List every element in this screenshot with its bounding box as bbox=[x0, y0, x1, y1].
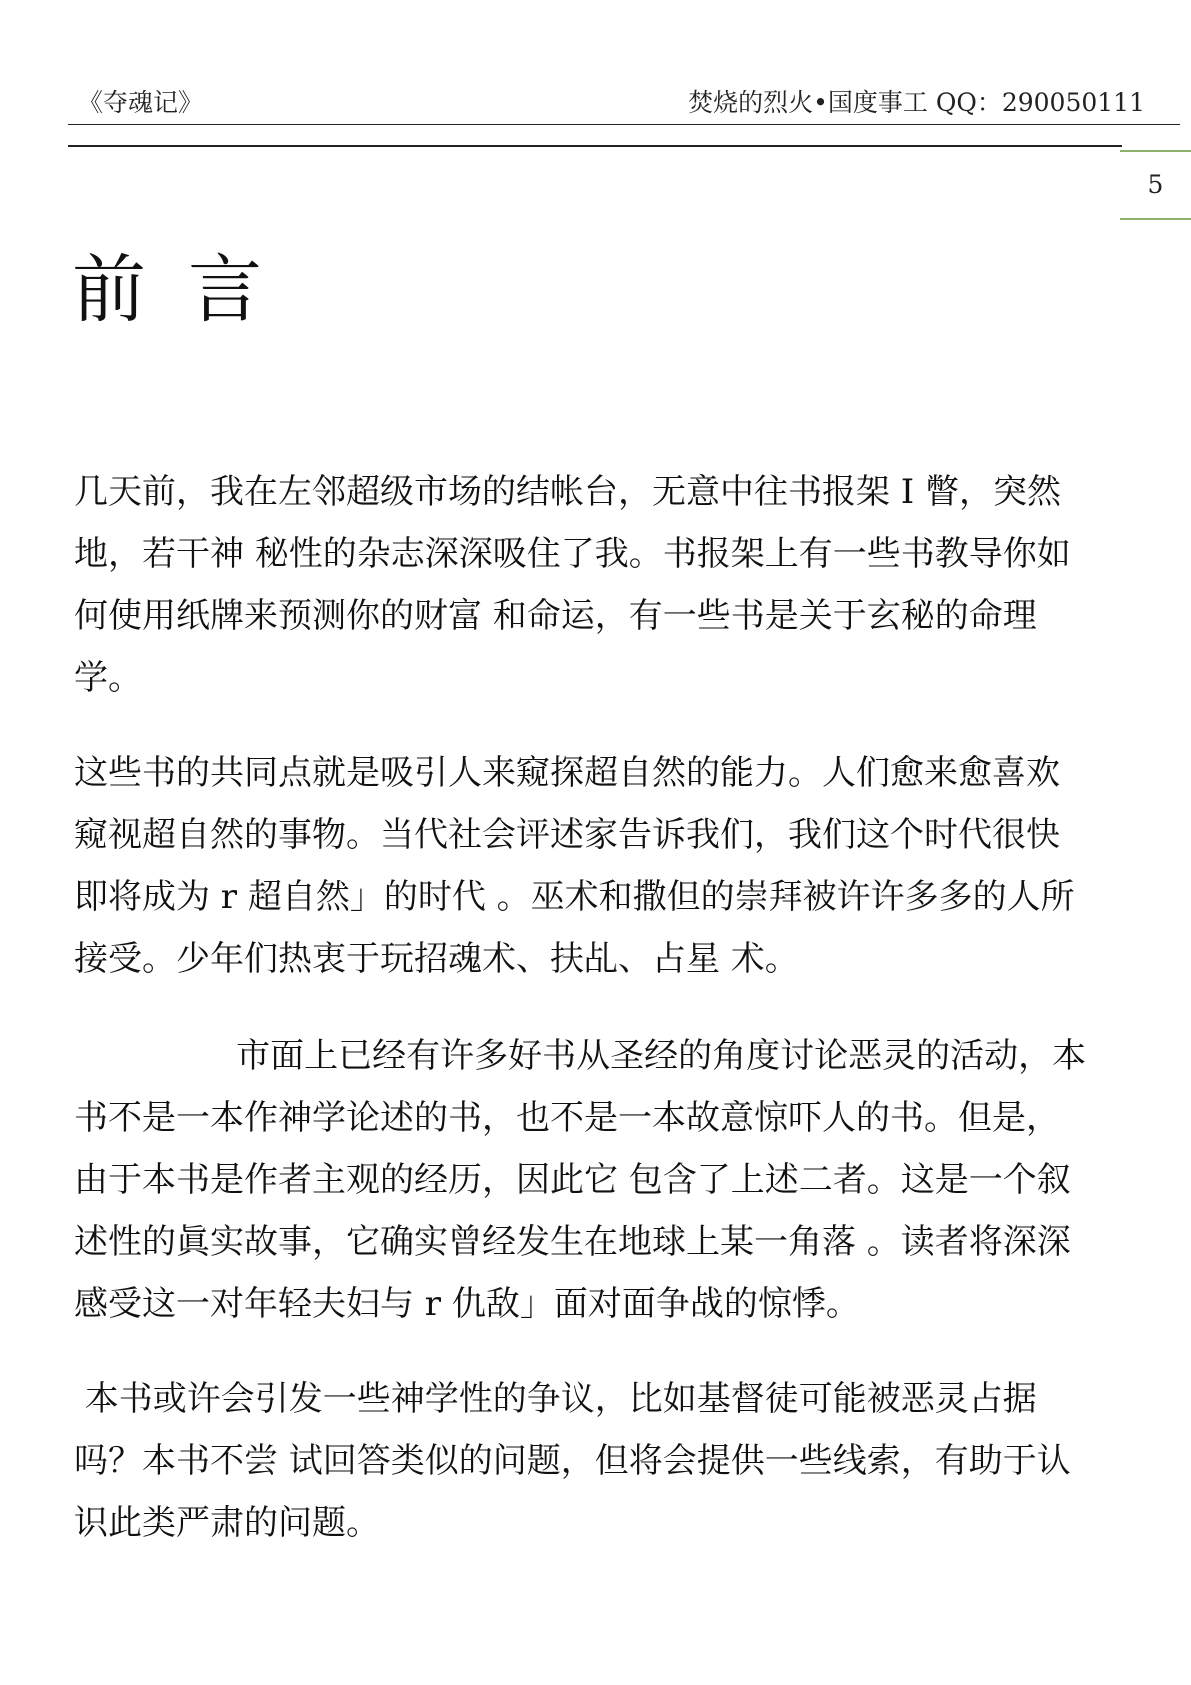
paragraph-1 bbox=[74, 461, 1124, 709]
page-number: 5 bbox=[1147, 170, 1164, 199]
header-credit: 焚烧的烈火•国度事工 QQ：290050111 bbox=[688, 88, 1145, 117]
paragraph-line: 由于本书是作者主观的经历，因此它 包含了上述二者。这是一个叙 bbox=[74, 1160, 1071, 1200]
paragraph-line: 吗？本书不尝 试回答类似的问题，但将会提供一些线索，有助于认 bbox=[74, 1441, 1071, 1481]
paragraph-3 bbox=[74, 1025, 1124, 1335]
paragraph-line: 窥视超自然的事物。当代社会评述家告诉我们，我们这个时代很快 bbox=[74, 815, 1060, 855]
paragraph-line: 接受。少年们热衷于玩招魂术、扶乩、占星 术。 bbox=[74, 939, 799, 979]
chapter-title: 前言 bbox=[72, 247, 304, 333]
header-rule-thin bbox=[68, 124, 1180, 125]
paragraph-line: 感受这一对年轻夫妇与 r 仇敌」面对面争战的惊悸。 bbox=[74, 1284, 860, 1324]
paragraph-line: 几天前，我在左邻超级市场的结帐台，无意中往书报架 I 瞥，突然 bbox=[74, 472, 1062, 512]
paragraph-2 bbox=[74, 742, 1124, 990]
paragraph-line: 学。 bbox=[74, 658, 142, 698]
header-book-title: 《夺魂记》 bbox=[78, 88, 204, 117]
page-number-rule-bottom bbox=[1120, 218, 1191, 220]
header-rule-thick bbox=[68, 145, 1122, 147]
paragraph-line: 何使用纸牌来预测你的财富 和命运，有一些书是关于玄秘的命理 bbox=[74, 596, 1037, 636]
paragraph-line: 本书或许会引发一些神学性的争议，比如基督徒可能被恶灵占据 bbox=[74, 1379, 1037, 1419]
page-number-rule-top bbox=[1120, 150, 1191, 152]
paragraph-line: 即将成为 r 超自然」的时代 。巫术和撒但的崇拜被许许多多的人所 bbox=[74, 877, 1075, 917]
paragraph-4 bbox=[74, 1368, 1124, 1554]
paragraph-line: 这些书的共同点就是吸引人来窥探超自然的能力。人们愈来愈喜欢 bbox=[74, 753, 1060, 793]
paragraph-line: 书不是一本作神学论述的书，也不是一本故意惊吓人的书。但是， bbox=[74, 1098, 1060, 1138]
paragraph-line: 识此类严肃的问题。 bbox=[74, 1503, 380, 1543]
paragraph-line: 述性的眞实故事，它确实曾经发生在地球上某一角落 。读者将深深 bbox=[74, 1222, 1071, 1262]
paragraph-line: 地，若干神 秘性的杂志深深吸住了我。书报架上有一些书教导你如 bbox=[74, 534, 1071, 574]
paragraph-line: 市面上已经有许多好书从圣经的角度讨论恶灵的活动，本 bbox=[74, 1036, 1087, 1076]
